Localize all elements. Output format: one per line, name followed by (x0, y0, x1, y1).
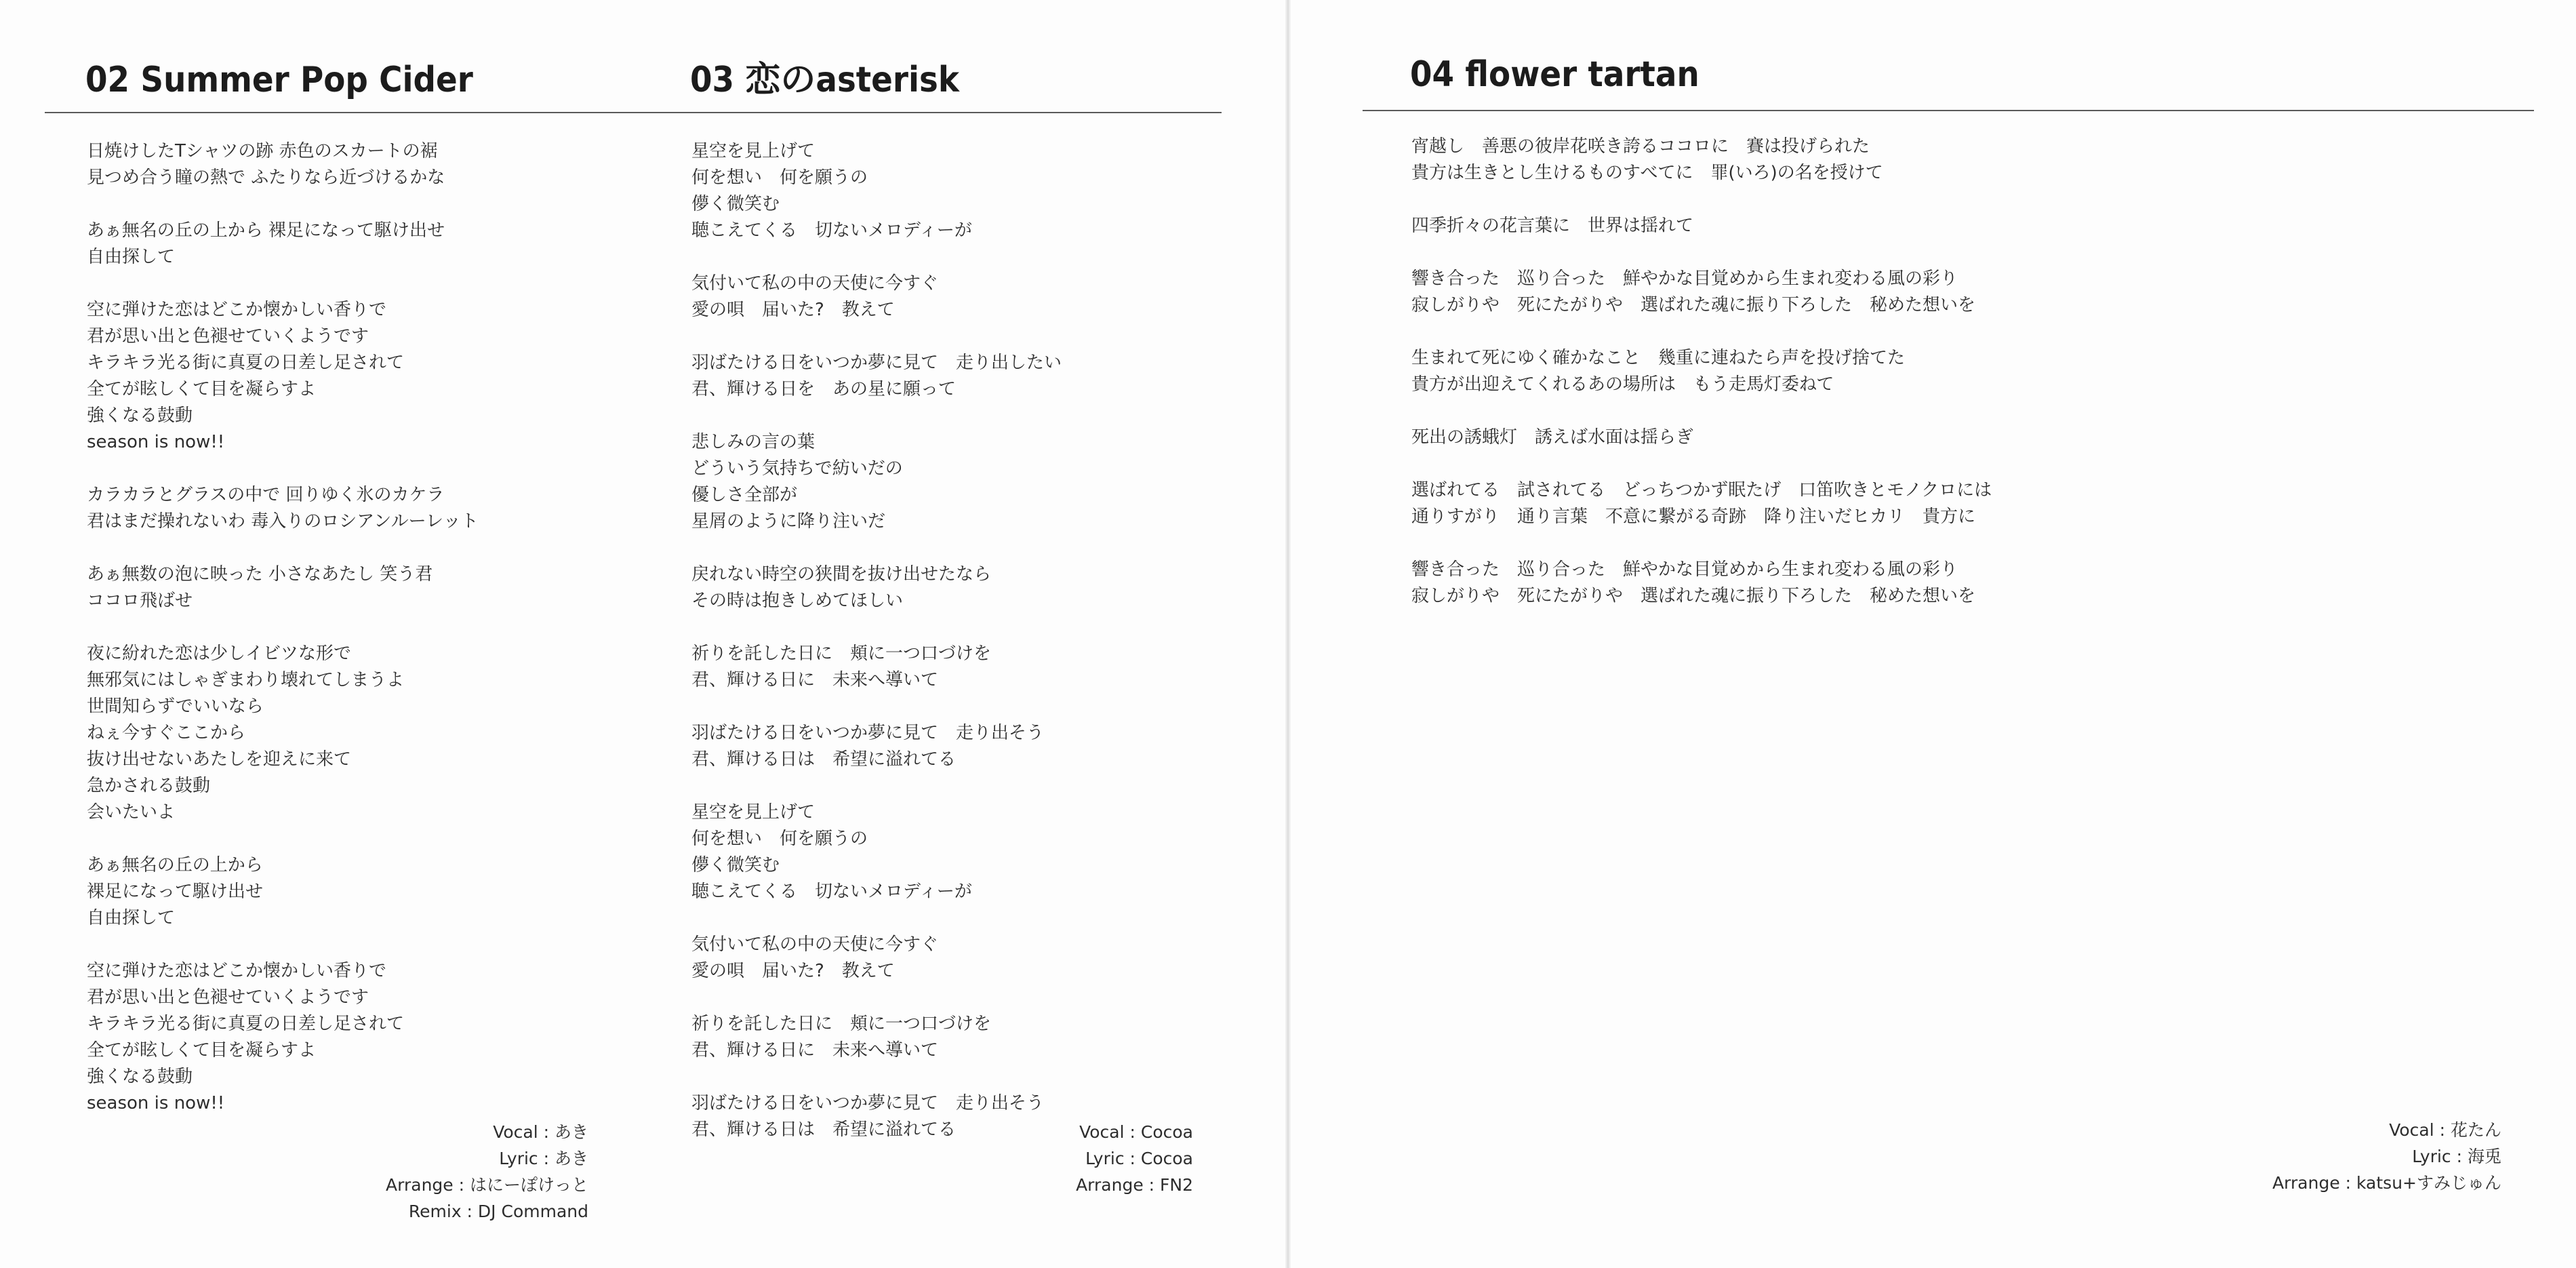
credits-03 (1076, 1119, 1193, 1198)
song-title-03: 03 恋のasterisk (690, 60, 959, 100)
credit-remix: Remix : DJ Command (408, 1202, 588, 1221)
lyrics-02: 日焼けしたTシャツの跡 赤色のスカートの裾 見つめ合う瞳の熱で ふたりなら近づけるかな あぁ無名の丘の上から 裸足になって駆け出せ 自由探して 空に弾けた恋はどこか懐かしい香りで 君が思い出と色褪せていくようです キラキラ光る街に真夏の日差し足されて 全てが眩しくて目を凝らすよ 強くなる鼓動 season is now!! カラカラとグラスの中で 回りゆく氷のカケラ 君はまだ操れないわ 毒入りのロシアンルーレット あぁ無数の泡に映った 小さなあたし 笑う君 ココロ飛ばせ 夜に紛れた恋は少しイビツな形で 無邪気にはしゃぎまわり壊れてしまうよ 世間知らずでいいなら ねぇ今すぐここから 抜け出せないあたしを迎えに来て 急かされる鼓動 会いたいよ あぁ無名の丘の上から 裸足になって駆け出せ 自由探して 空に弾けた恋はどこか懐かしい香りで 君が思い出と色褪せていくようです キラキラ光る街に真夏の日差し足されて 全てが眩しくて目を凝らすよ 強くなる鼓動 season is now!! (87, 141, 479, 1113)
credit-vocal: Vocal : あき (493, 1122, 588, 1142)
credit-arrange: Arrange : FN2 (1076, 1175, 1193, 1195)
lyrics-04: 宵越し 善悪の彼岸花咲き誇るココロに 賽は投げられた 貴方は生きとし生けるものすべてに 罪(いろ)の名を授けて 四季折々の花言葉に 世界は揺れて 響き合った 巡り合った 鮮やかな目覚めから生まれ変わる風の彩り 寂しがりや 死にたがりや 選ばれた魂に振り下ろした 秘めた想いを 生まれて死にゆく確かなこと 幾重に連ねたら声を投げ捨てた 貴方が出迎えてくれるあの場所は もう走馬灯委ねて 死出の誘蛾灯 誘えば水面は揺らぎ 選ばれてる 試されてる どっちつかず眠たげ 口笛吹きとモノクロには 通りすがり 通り言葉 不意に繋がる奇跡 降り注いだヒカリ 貴方に 響き合った 巡り合った 鮮やかな目覚めから生まれ変わる風の彩り 寂しがりや 死にたがりや 選ばれた魂に振り下ろした 秘めた想いを (1411, 136, 1992, 606)
song-title-02: 02 Summer Pop Cider (85, 60, 473, 100)
credit-arrange: Arrange : はにーぽけっと (386, 1175, 588, 1195)
credit-lyric: Lyric : 海兎 (2412, 1147, 2501, 1166)
credits-02 (386, 1119, 588, 1225)
credit-lyric: Lyric : あき (499, 1149, 588, 1168)
credit-lyric: Lyric : Cocoa (1085, 1149, 1193, 1168)
left-page-rule (45, 112, 1222, 113)
credit-vocal: Vocal : 花たん (2389, 1120, 2501, 1140)
credits-04 (2272, 1117, 2501, 1196)
credit-vocal: Vocal : Cocoa (1079, 1122, 1193, 1142)
booklet-spine (1285, 0, 1291, 1268)
lyrics-03: 星空を見上げて 何を想い 何を願うの 儚く微笑む 聴こえてくる 切ないメロディーが 気付いて私の中の天使に今すぐ 愛の唄 届いた? 教えて 羽ばたける日をいつか夢に見て 走り出したい 君、輝ける日を あの星に願って 悲しみの言の葉 どういう気持ちで紡いだの 優しさ全部が 星屑のように降り注いだ 戻れない時空の狭間を抜け出せたなら その時は抱きしめてほしい 祈りを託した日に 頬に一つ口づけを 君、輝ける日に 未来へ導いて 羽ばたける日をいつか夢に見て 走り出そう 君、輝ける日は 希望に溢れてる 星空を見上げて 何を想い 何を願うの 儚く微笑む 聴こえてくる 切ないメロディーが 気付いて私の中の天使に今すぐ 愛の唄 届いた? 教えて 祈りを託した日に 頬に一つ口づけを 君、輝ける日に 未来へ導いて 羽ばたける日をいつか夢に見て 走り出そう 君、輝ける日は 希望に溢れてる (691, 141, 1062, 1140)
right-page-rule (1363, 110, 2534, 111)
song-title-04: 04 flower tartan (1410, 54, 1699, 95)
credit-arrange: Arrange : katsu+すみじゅん (2272, 1173, 2501, 1193)
